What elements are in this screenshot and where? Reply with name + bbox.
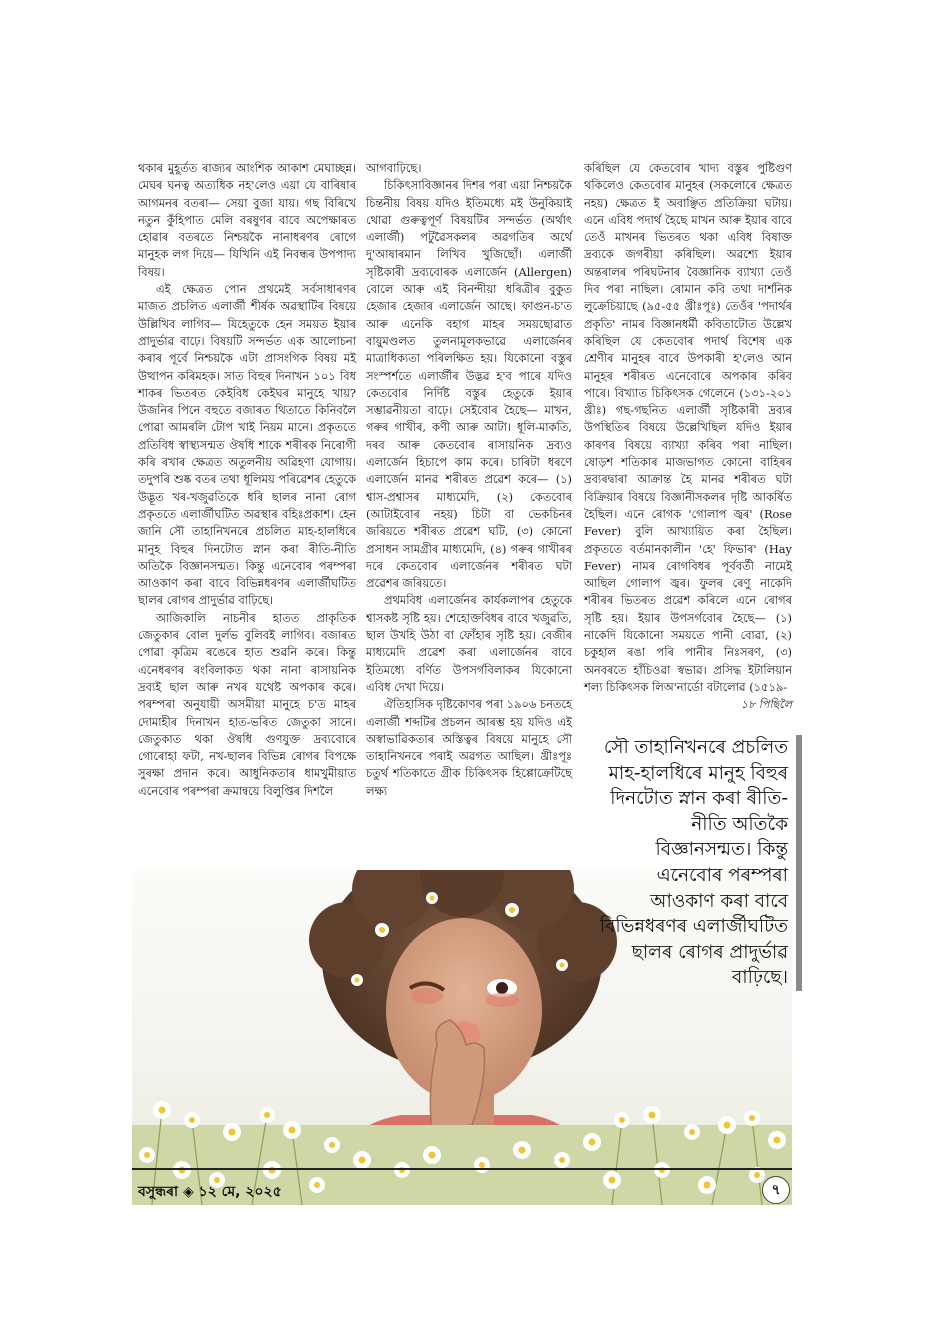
continued-note: ১৮ পিছিলৈ bbox=[740, 698, 792, 712]
paragraph: প্ৰথমবিধ এলাৰ্জেনৰ কাৰ্যকলাপৰ হেতুকে শ্বাসকষ্ট সৃষ্টি হয়। শেহোক্তবিধৰ বাবে খজুৱতি, ছাল উখহি উঠা বা ফোঁহাৰ সৃষ্টি হয়। বেজীৰ মাধ্যমেদি প্ৰৱেশ কৰা এলাৰ্জেনৰ বাবে ইতিমধ্যে বৰ্ণিত উপসৰ্গবিলাকৰ যিকোনো এবিধ দেখা দিয়ে। bbox=[366, 593, 572, 694]
separator-icon: ◈ bbox=[182, 1184, 194, 1200]
paragraph: আজিকালি নাচনীৰ হাতত প্ৰাকৃতিক জেতুকাৰ বোল দুৰ্লভ বুলিবই লাগিব। বজাৰত পোৱা কৃত্ৰিম ৰঙেৰে হাত শুৱনি কৰে। কিন্তু এনেধৰণৰ ৰংবিলাকত থকা নানা ৰাসায়নিক দ্ৰব্যই ছাল আৰু নখৰ যথেষ্ট অপকাৰ কৰে। পৰম্পৰা অনুযায়ী অসমীয়া মানুহে চ'ত মাহৰ দোমাহীৰ দিনাখন হাত-ভৰিত জেতুকা সানে। জেতুকাত থকা ঔষধি গুণযুক্ত দ্ৰব্যবোৰে গোৰোহা ফটা, নখ-ছালৰ বিভিন্ন ৰোগৰ বিপক্ষে সুৰক্ষা প্ৰদান কৰে। আধুনিকতাৰ ধামখুমীয়াত এনেবোৰ পৰম্পৰা ক্ৰমান্বয়ে বিলুপ্তিৰ দিশলৈ bbox=[138, 610, 356, 798]
article-column-1 bbox=[138, 160, 356, 800]
paragraph: কৰিছিল যে কেতবোৰ খাদ্য বস্তুৰ পুষ্টিগুণ থকিলেও কেতবোৰ মানুহৰ (সকলোৰে ক্ষেত্ৰত নহয়) ক্ষেত্ৰত ই অবাঞ্ছিত প্ৰতিক্ৰিয়া ঘটায়। এনে এবিধ পদাৰ্থ হৈছে মাখন আৰু ইয়াৰ বাবে তেওঁ মাখনৰ ভিতৰত থকা এবিধ বিষাক্ত দ্ৰব্যকে জগৰীয়া কৰিছিল। অৱশ্যে ইয়াৰ অন্তৰালৰ পৰিঘটনাৰ বৈজ্ঞানিক ব্যাখ্যা তেওঁ দিব পৰা নাছিল। ৰোমান কবি তথা দাৰ্শনিক লুক্ৰেচিয়াছে (৯৫-৫৫ খ্ৰীঃপূঃ) তেওঁৰ 'পদাৰ্থৰ প্ৰকৃতি' নামৰ বিজ্ঞানধৰ্মী কবিতাটোত উল্লেখ কৰিছিল যে কেতবোৰ পদাৰ্থ বিশেষ এক শ্ৰেণীৰ মানুহৰ বাবে উপকাৰী হ'লেও আন মানুহৰ শৰীৰত এনেবোৰে অপকাৰ কৰিব পাৰে। বিখ্যাত চিকিৎসক গেলেনে (১৩১-২০১ খ্ৰীঃ) গছ-গছনিত এলাৰ্জী সৃষ্টিকাৰী দ্ৰব্যৰ উপস্থিতিৰ বিষয়ে উল্লেখিছিল যদিও ইয়াৰ কাৰণৰ বিষয়ে ব্যাখ্যা কৰিব পৰা নাছিল। ষোড়শ শতিকাৰ মাজভাগত কোনো বাহিৰৰ দ্ৰব্যৰদ্বাৰা আক্ৰান্ত হৈ মানৱ শৰীৰত ঘটা বিক্ৰিয়াৰ বিষয়ে বিজ্ঞানীসকলৰ দৃষ্টি আকৰ্ষিত হৈছিল। এনে ৰোগক 'গোলাপ জ্বৰ' (Rose Fever) বুলি আখ্যায়িত কৰা হৈছিল। প্ৰকৃততে বৰ্তমানকালীন 'হে' ফিভাৰ' (Hay Fever) নামৰ ৰোগবিধৰ পূৰ্ববৰ্তী নামেই আছিল গোলাপ জ্বৰ। ফুলৰ ৰেণু নাকেদি শৰীৰৰ ভিতৰত প্ৰৱেশ কৰিলে এনে ৰোগৰ সৃষ্টি হয়। ইয়াৰ উপসৰ্গবোৰ হৈছে— (১) নাকেদি যিকোনো সময়তে পানী বোৱা, (২) চকুহাল ৰঙা পৰি পানীৰ নিঃসৰণ, (৩) অনবৰতে হাঁচিওৱা স্বভাৱ। প্ৰসিদ্ধ ইটালিয়ান শল্য চিকিৎসক লিঅ'নাৰ্ডো বটালোৱ (১৫১৯- bbox=[584, 161, 792, 694]
footer-publication-line bbox=[138, 1180, 282, 1204]
paragraph: আগবাঢ়িছে। bbox=[366, 161, 422, 175]
paragraph: এই ক্ষেত্ৰত পোন প্ৰথমেই সৰ্বসাধাৰণৰ মাজত প্ৰচলিত এলাৰ্জী শীৰ্ষক অৱস্থাটিৰ বিষয়ে উল্লিখিব লাগিব— যিহেতুকে হেন সময়ত ইয়াৰ প্ৰাদুৰ্ভাৱ বাঢ়ে। বিষয়টি সন্দৰ্ভত এক আলোচনা কৰাৰ পূৰ্বে নিশ্চয়কৈ এটা প্ৰাসংগিক বিষয় মই উত্থাপন কৰিমহক। সাত বিহুৰ দিনাখন ১০১ বিধ শাকৰ ভিতৰত কেইবিধ কেইঘৰ মানুহে খায়? উজনিৰ পিনে বহুতে বজাৰত থিতাতে কিনিবলৈ পোৱা আমৰলি টোপ খাই নিয়ম মানে। প্ৰকৃততে প্ৰতিবিধ স্বাস্থ্যসন্মত ঔষধি শাকে শৰীৰক নিৰোগী কৰি ৰখাৰ ক্ষেত্ৰত অতুলনীয় অৱিহণা যোগায়। তদুপৰি শুষ্ক বতৰ তথা ধূলিময় পৰিৱেশৰ হেতুকে উদ্ভূত খৰ-খজুৱতিকে ধৰি ছালৰ নানা ৰোগ প্ৰকৃততে এলাৰ্জীঘটিত অৱস্থাৰ বহিঃপ্ৰকাশ। হেন জানি সৌ তাহানিখনৰে প্ৰচলিত মাহ-হালধিৰে মানুহ বিহুৰ দিনটোত স্নান কৰা ৰীতি-নীতি অতিকৈ বিজ্ঞানসন্মত। কিন্তু এনেবোৰ পৰম্পৰা আওকাণ কৰা বাবে বিভিন্নধৰণৰ এলাৰ্জীঘটিত ছালৰ ৰোগৰ প্ৰাদুৰ্ভাৱ বাঢ়িছে। bbox=[138, 282, 356, 608]
article-column-2 bbox=[366, 160, 572, 800]
paragraph: ঐতিহাসিক দৃষ্টিকোণৰ পৰা ১৯০৬ চনতহে এলাৰ্জী শব্দটিৰ প্ৰচলন আৰম্ভ হয় যদিও এই অস্বাভাৱিকতাৰ অস্তিত্বৰ বিষয়ে মানুহে সৌ তাহানিখনৰে পৰাই অৱগত আছিল। খ্ৰীঃপূঃ চতুৰ্থ শতিকাতে গ্ৰীক চিকিৎসক হিপ্পোক্ৰেটিছে লক্ষ্য bbox=[366, 697, 572, 798]
paragraph: থকাৰ মুহূৰ্তত ৰাজ্যৰ আংশিক আকাশ মেঘাচ্ছন্ন। মেঘৰ ঘনত্ব অত্যধিক নহ'লেও এয়া যে বাৰিষাৰ আগমনৰ বতৰা— সেয়া বুজা যায়। গছ বিৰিখে নতুন কুঁহিপাত মেলি বৰষুণৰ বাবে অপেক্ষাৰত হোৱাৰ বতৰতে নিশ্চয়কৈ নানাধৰণৰ ৰোগে মানুহক লগ দিয়ে— যিখিনি এই নিবন্ধৰ উপপাদ্য বিষয়। bbox=[138, 161, 356, 279]
issue-date: ১২ মে, ২০২৫ bbox=[198, 1184, 282, 1200]
paragraph: চিকিৎসাবিজ্ঞানৰ দিশৰ পৰা এয়া নিশ্চয়কৈ চিন্তনীয় বিষয় যদিও ইতিমধ্যে মই উনুকিয়াই থোৱা গুৰুত্বপূৰ্ণ বিষয়টিৰ সন্দৰ্ভত (অৰ্থাৎ এলাৰ্জী) পটুৱৈসকলৰ অৱগতিৰ অৰ্থে দু'আষাৰমান লিখিব খুজিছোঁ। এলাৰ্জী সৃষ্টিকাৰী দ্ৰব্যবোৰক এলাৰ্জেন (Allergen) বোলে আৰু এই বিনন্দীয়া ধৰিত্ৰীৰ বুকুত হেজাৰ হেজাৰ এলাৰ্জেন আছে। ফাগুন-চ'ত আৰু এনেকি বহাগ মাহৰ সময়ছোৱাত বায়ুমণ্ডলত তুলনামূলকভাৱে এলাৰ্জেনৰ মাত্ৰাধিক্যতা পৰিলক্ষিত হয়। যিকোনো বস্তুৰ সংস্পৰ্শতে এলাৰ্জীৰ উদ্ভৱ হ'ব পাৰে যদিও কেতবোৰ নিৰ্দিষ্ট বস্তুৰ হেতুকে ইয়াৰ সম্ভাৱনীয়তা বাঢ়ে। সেইবোৰ হৈছে— মাখন, গৰুৰ গাখীৰ, কণী আৰু আটা। ধূলি-মাকতি, দৰব আৰু কেতবোৰ ৰাসায়নিক দ্ৰব্যও এলাৰ্জেন হিচাপে কাম কৰে। চাৰিটা ধৰণে এলাৰ্জেন মানৱ শৰীৰত প্ৰৱেশ কৰে— (১) শ্বাস-প্ৰশ্বাসৰ মাধ্যমেদি, (২) কেতবোৰ (আটাইবোৰ নহয়) চিটা বা ভেকচিনৰ জৰিয়তে শৰীৰত প্ৰৱেশ ঘটি, (৩) কোনো প্ৰসাধন সামগ্ৰীৰ মাধ্যমেদি, (৪) গৰুৰ গাখীৰৰ দৰে কেতবোৰ এলাৰ্জেনৰ শৰীৰত ঘটা প্ৰৱেশৰ জৰিয়তে। bbox=[366, 178, 572, 591]
page-number: ৭ bbox=[762, 1176, 790, 1204]
footer-rule bbox=[132, 1168, 792, 1170]
publication-name: বসুন্ধৰা bbox=[138, 1184, 179, 1200]
pull-quote: সৌ তাহানিখনৰে প্ৰচলিত মাহ-হালধিৰে মানুহ বিহুৰ দিনটোত স্নান কৰা ৰীতি-নীতি অতিকৈ বিজ্ঞানসন্মত। কিন্তু এনেবোৰ পৰম্পৰা আওকাণ কৰা বাবে বিভিন্নধৰণৰ এলাৰ্জীঘটিত ছালৰ ৰোগৰ প্ৰাদুৰ্ভাৱ বাঢ়িছে। bbox=[592, 735, 802, 991]
article-column-3 bbox=[584, 160, 792, 714]
